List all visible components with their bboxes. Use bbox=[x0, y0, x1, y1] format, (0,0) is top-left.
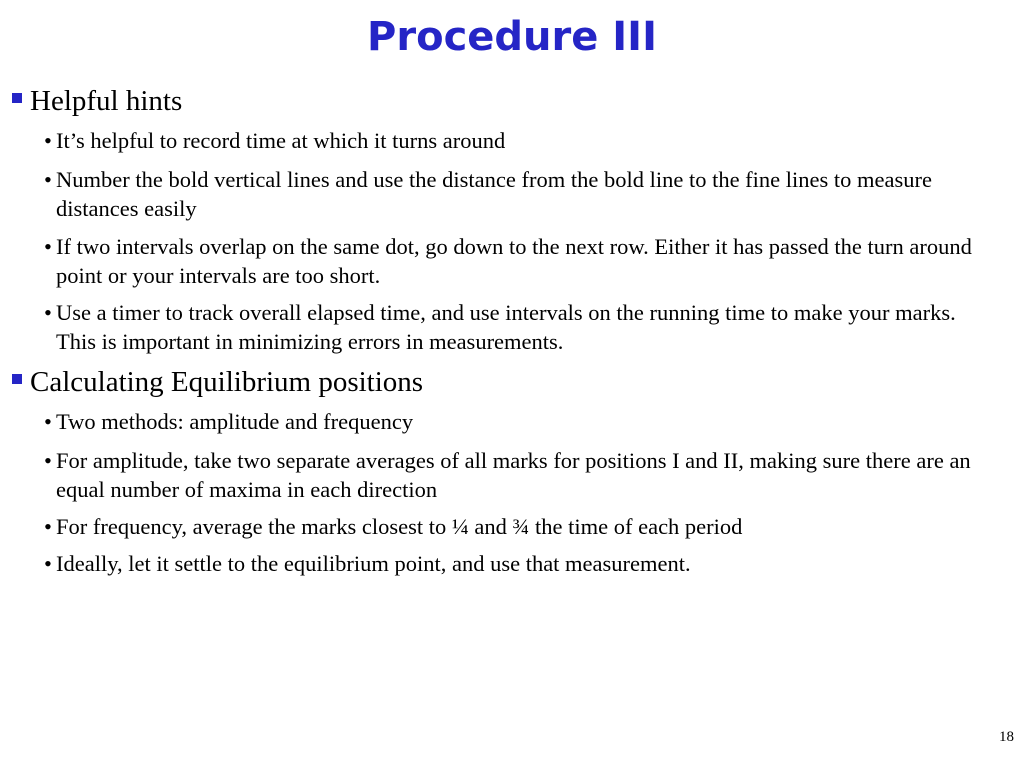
list-item-text: If two intervals overlap on the same dot, go down to the next row. Either it has passed the turn around point or your intervals are too short. bbox=[56, 234, 972, 288]
list-item-text: For amplitude, take two separate averages of all marks for positions I and II, making sure there are an equal number of maxima in each direction bbox=[56, 448, 971, 502]
list-item-text: Number the bold vertical lines and use the distance from the bold line to the fine lines to measure distances easily bbox=[56, 167, 932, 221]
bullet-dot-icon: • bbox=[44, 300, 52, 325]
slide-title: Procedure III bbox=[367, 14, 657, 60]
bullet-dot-icon: • bbox=[44, 551, 52, 576]
bullet-dot-icon: • bbox=[44, 448, 52, 473]
bullet-dot-icon: • bbox=[44, 167, 52, 192]
bullet-dot-icon: • bbox=[44, 409, 52, 434]
square-bullet-icon bbox=[12, 374, 22, 384]
list-item bbox=[44, 446, 989, 504]
list-item bbox=[44, 232, 989, 290]
square-bullet-icon bbox=[12, 93, 22, 103]
section-heading-text: Helpful hints bbox=[30, 85, 183, 117]
list-item bbox=[44, 298, 989, 356]
list-item-text: Use a timer to track overall elapsed time, and use intervals on the running time to make your marks. This is important in minimizing errors in measurements. bbox=[56, 300, 956, 354]
list-item-text: Ideally, let it settle to the equilibrium point, and use that measurement. bbox=[56, 551, 691, 576]
bullet-dot-icon: • bbox=[44, 234, 52, 259]
section-heading-text: Calculating Equilibrium positions bbox=[30, 366, 424, 398]
list-item bbox=[44, 512, 989, 541]
bullet-dot-icon: • bbox=[44, 514, 52, 539]
list-item bbox=[44, 126, 989, 155]
list-item-text: Two methods: amplitude and frequency bbox=[56, 409, 414, 434]
list-item-text: It’s helpful to record time at which it turns around bbox=[56, 128, 506, 153]
bullet-dot-icon: • bbox=[44, 128, 52, 153]
page-number: 18 bbox=[999, 729, 1014, 745]
list-item bbox=[44, 549, 989, 578]
list-item bbox=[44, 165, 989, 223]
list-item bbox=[44, 407, 989, 436]
list-item-text: For frequency, average the marks closest to ¼ and ¾ the time of each period bbox=[56, 514, 743, 539]
